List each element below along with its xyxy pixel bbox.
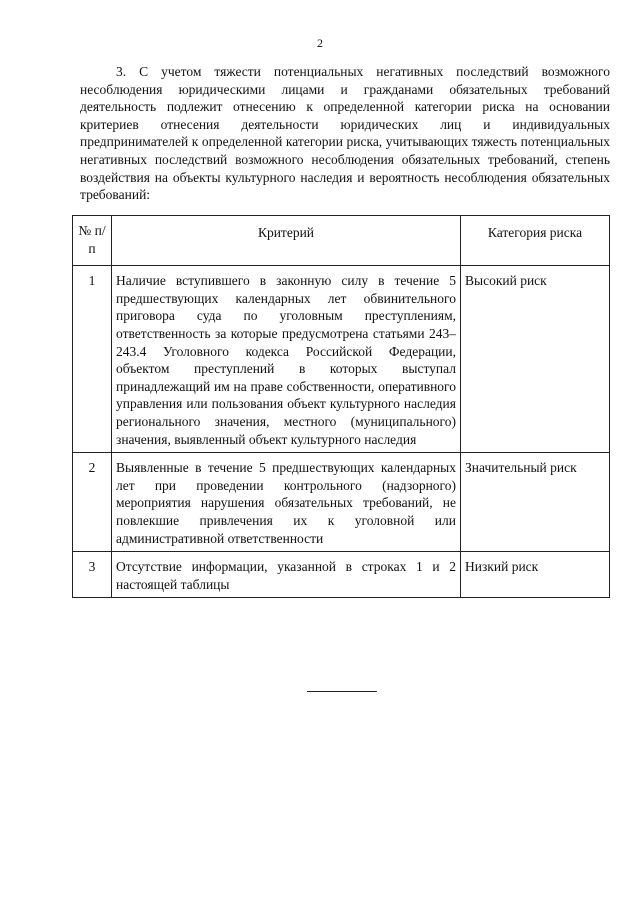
risk-category-table bbox=[72, 215, 610, 598]
table-row bbox=[73, 453, 610, 552]
header-number: № п/п bbox=[73, 216, 112, 266]
table-header-row bbox=[73, 216, 610, 266]
table-row bbox=[73, 552, 610, 598]
row-number: 1 bbox=[73, 266, 112, 453]
row-category: Высокий риск bbox=[461, 266, 610, 453]
table-row bbox=[73, 266, 610, 453]
row-criterion: Наличие вступившего в законную силу в течение 5 предшествующих календарных лет обвинительного приговора суда по уголовным преступлениям, ответственность за которые предусмотрена статьями 243–243.4 Уголовного кодекса Российской Федерации, объектом преступлений в которых выступал принадлежащий им на праве собственности, оперативного управления или пользования объект культурного наследия регионального значения, местного (муниципального) значения, выявленный объект культурного наследия bbox=[112, 266, 461, 453]
row-category: Значительный риск bbox=[461, 453, 610, 552]
end-separator-line bbox=[307, 691, 377, 692]
header-criterion: Критерий bbox=[112, 216, 461, 266]
row-criterion: Выявленные в течение 5 предшествующих календарных лет при проведении контрольного (надзорного) мероприятия нарушения обязательных требований, не повлекшие привлечения их к уголовной или административной ответственности bbox=[112, 453, 461, 552]
row-category: Низкий риск bbox=[461, 552, 610, 598]
row-number: 3 bbox=[73, 552, 112, 598]
row-number: 2 bbox=[73, 453, 112, 552]
row-criterion: Отсутствие информации, указанной в строках 1 и 2 настоящей таблицы bbox=[112, 552, 461, 598]
header-category: Категория риска bbox=[461, 216, 610, 266]
page-number: 2 bbox=[317, 36, 323, 50]
intro-paragraph: 3. С учетом тяжести потенциальных негативных последствий возможного несоблюдения юридическими лицами и гражданами обязательных требований деятельность подлежит отнесению к определенной категории риска на основании критериев отнесения деятельности юридических лиц и индивидуальных предпринимателей к определенной категории риска, учитывающих тяжесть потенциальных негативных последствий возможного несоблюдения обязательных требований, степень воздействия на объекты культурного наследия и вероятность несоблюдения обязательных требований: bbox=[80, 64, 610, 203]
